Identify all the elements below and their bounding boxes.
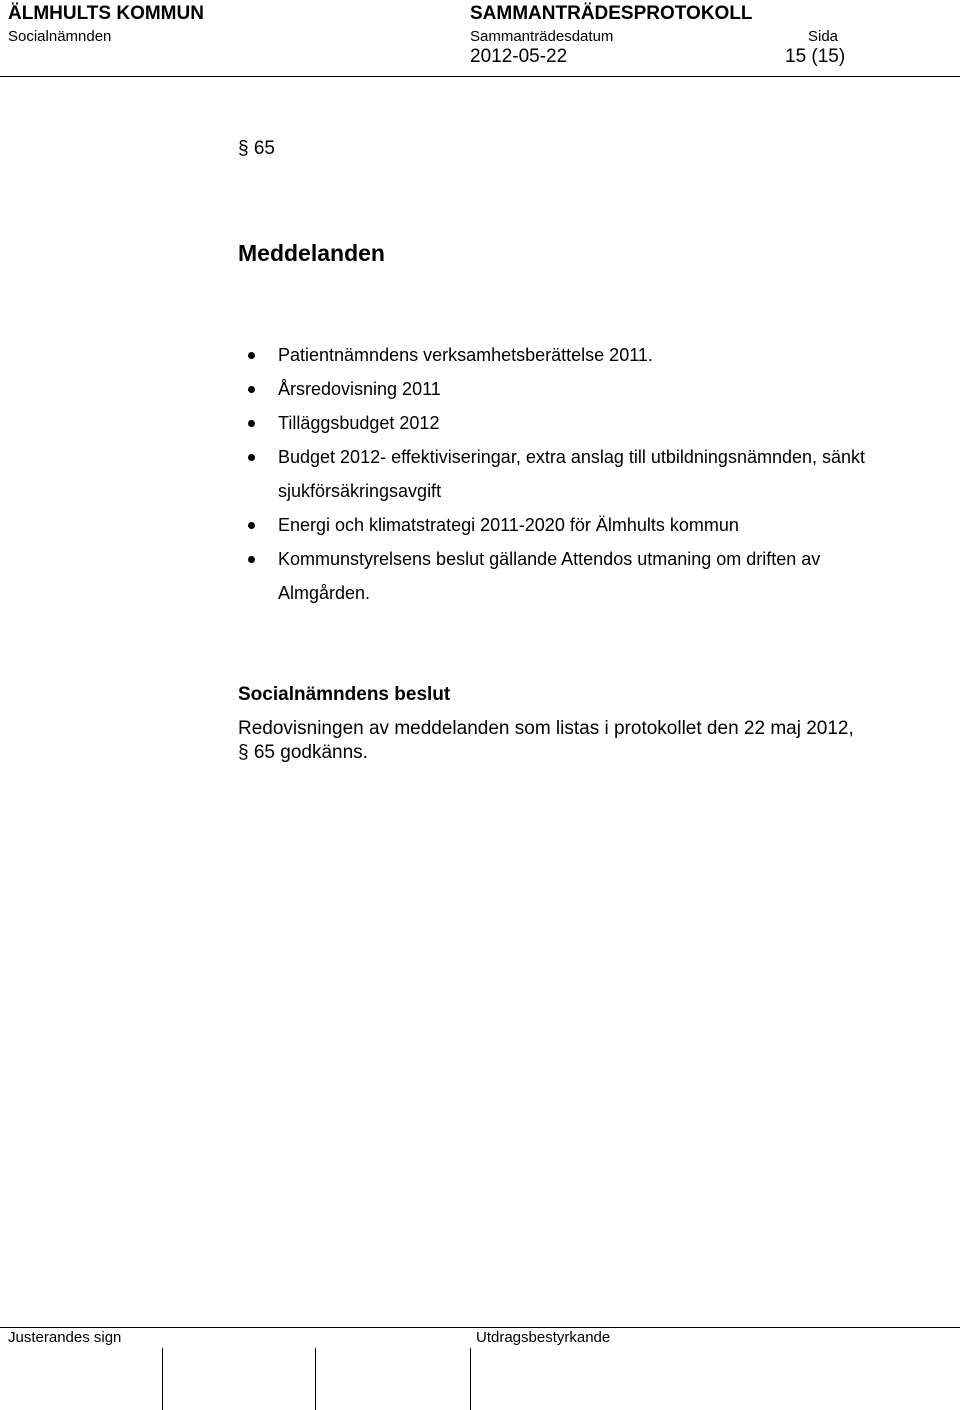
committee-name: Socialnämnden: [8, 28, 112, 45]
list-item-text: Budget 2012- effektiviseringar, extra anslag till utbildningsnämnden, sänkt sjukförsäkringsavgift: [278, 447, 866, 501]
message-list: [238, 338, 888, 610]
list-item-text: Kommunstyrelsens beslut gällande Attendos utmaning om driften av Almgården.: [278, 549, 821, 603]
bullet-icon: [248, 386, 255, 393]
paragraph-number: § 65: [238, 138, 275, 159]
document-type: SAMMANTRÄDESPROTOKOLL: [470, 3, 753, 24]
section-title: Meddelanden: [238, 240, 385, 266]
list-item: [238, 338, 888, 372]
signature-box-divider: [470, 1348, 471, 1410]
list-item-text: Energi och klimatstrategi 2011-2020 för Älmhults kommun: [278, 515, 739, 535]
list-item: [238, 372, 888, 406]
meeting-date-label: Sammanträdesdatum: [470, 28, 614, 45]
list-item-text: Tilläggsbudget 2012: [278, 413, 440, 433]
page-label: Sida: [808, 28, 839, 45]
list-item: [238, 440, 888, 508]
footer-divider: [0, 1327, 960, 1328]
list-item: [238, 542, 888, 610]
bullet-icon: [248, 352, 255, 359]
bullet-icon: [248, 454, 255, 461]
signature-label: Justerandes sign: [8, 1329, 122, 1346]
signature-box-divider: [315, 1348, 316, 1410]
decision-text-line-2: § 65 godkänns.: [238, 742, 368, 763]
list-item: [238, 508, 888, 542]
header-divider: [0, 76, 960, 77]
meeting-date: 2012-05-22: [470, 46, 568, 67]
organization-name: ÄLMHULTS KOMMUN: [8, 3, 204, 24]
bullet-icon: [248, 420, 255, 427]
list-item: [238, 406, 888, 440]
bullet-icon: [248, 522, 255, 529]
decision-heading: Socialnämndens beslut: [238, 684, 451, 705]
list-item-text: Årsredovisning 2011: [278, 379, 441, 399]
page-number: 15 (15): [785, 46, 846, 67]
signature-box-divider: [162, 1348, 163, 1410]
extract-certification-label: Utdragsbestyrkande: [476, 1329, 611, 1346]
bullet-icon: [248, 556, 255, 563]
list-item-text: Patientnämndens verksamhetsberättelse 2011.: [278, 345, 653, 365]
decision-text-line-1: Redovisningen av meddelanden som listas i protokollet den 22 maj 2012,: [238, 718, 854, 739]
